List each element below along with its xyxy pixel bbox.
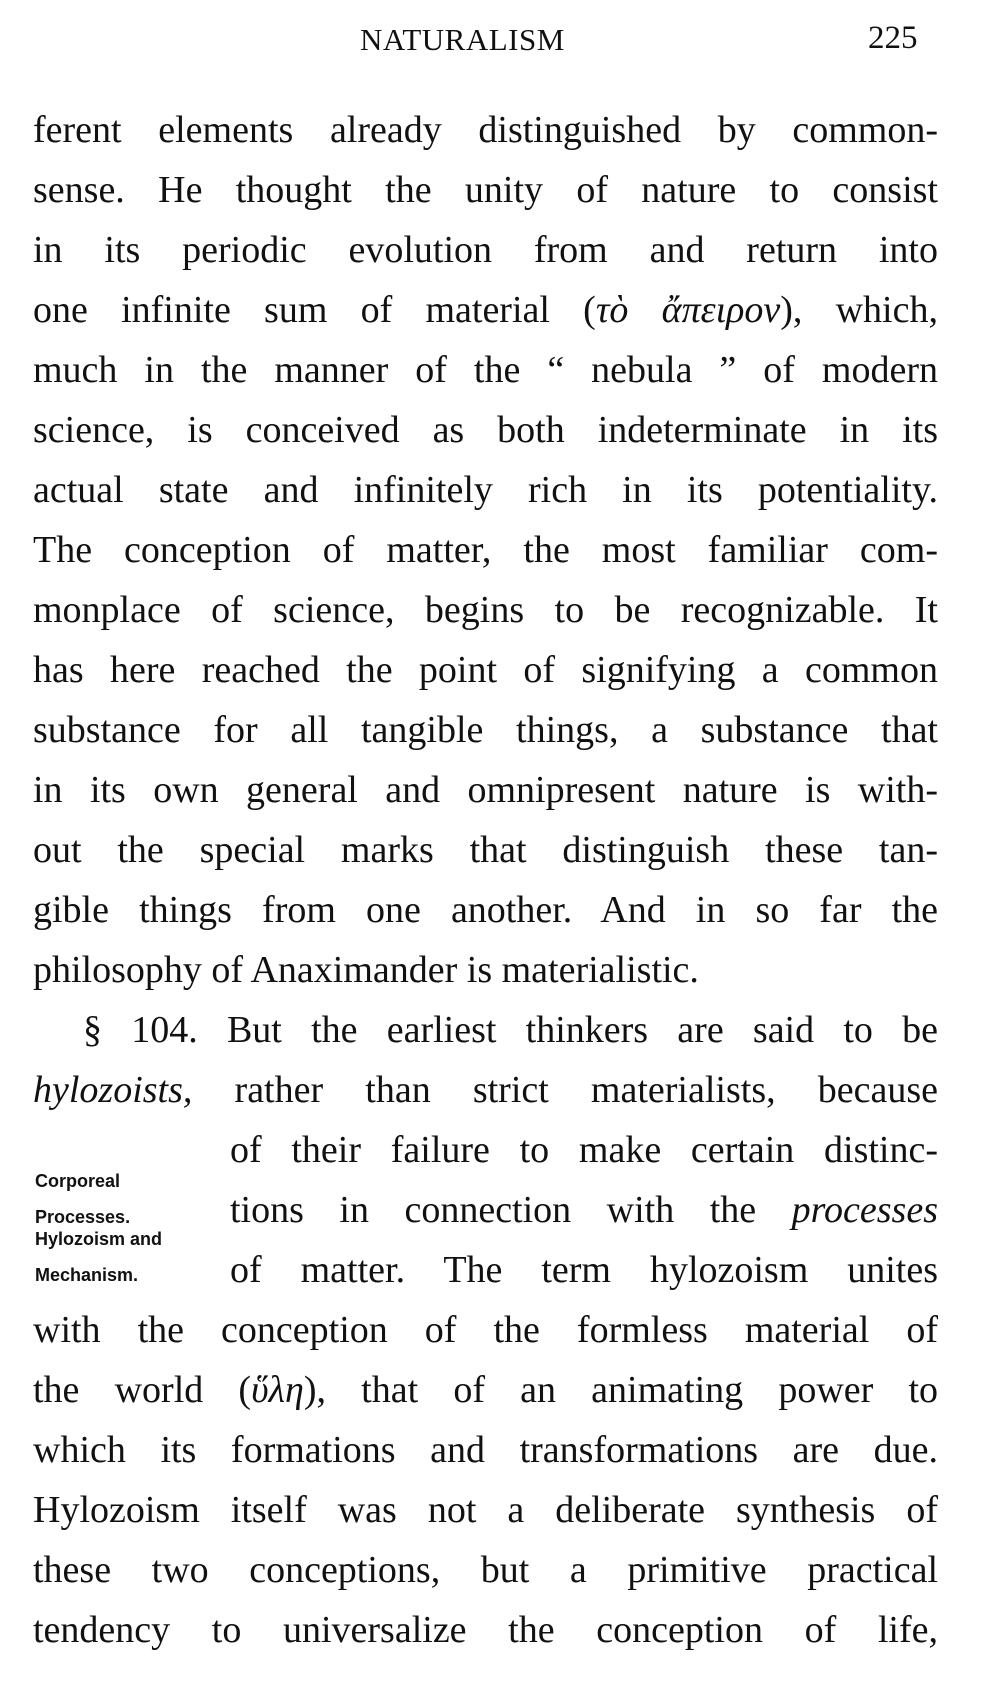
text-line: with the conception of the formless material of bbox=[33, 1309, 938, 1351]
text-line: of their failure to make certain distinc- bbox=[230, 1129, 938, 1171]
text-line: ferent elements already distinguished by common- bbox=[33, 109, 938, 151]
text-line: The conception of matter, the most familiar com- bbox=[33, 529, 938, 571]
section-heading-line: § 104. But the earliest thinkers are said to be bbox=[83, 1009, 938, 1051]
text-line: has here reached the point of signifying a common bbox=[33, 649, 938, 691]
text-line: substance for all tangible things, a substance that bbox=[33, 709, 938, 751]
text-line: gible things from one another. And in so far the bbox=[33, 889, 938, 931]
greek-phrase: τὸ ἄπειρον bbox=[595, 289, 781, 331]
margin-note-line: Hylozoism and bbox=[35, 1229, 163, 1249]
margin-note-line: Processes. bbox=[35, 1207, 131, 1227]
text-line: tions in connection with the processes bbox=[230, 1189, 938, 1231]
greek-phrase: ὕλη bbox=[251, 1369, 304, 1411]
text-line: monplace of science, begins to be recognizable. It bbox=[33, 589, 938, 631]
margin-note-line: Mechanism. bbox=[35, 1265, 139, 1285]
running-head bbox=[0, 14, 1000, 74]
text-line: philosophy of Anaximander is materialistic. bbox=[33, 949, 699, 991]
italic-term: hylozoists, bbox=[33, 1069, 193, 1111]
page-number: 225 bbox=[868, 20, 918, 56]
text-line: sense. He thought the unity of nature to consist bbox=[33, 169, 938, 211]
text-line: the world (ὕλη), that of an animating power to bbox=[33, 1369, 939, 1411]
margin-note-gap bbox=[35, 1250, 225, 1264]
text-line: one infinite sum of material (τὸ ἄπειρον), which, bbox=[33, 289, 938, 331]
text-line: hylozoists, rather than strict materialists, because bbox=[33, 1069, 938, 1111]
text-line: which its formations and transformations are due. bbox=[33, 1429, 938, 1471]
running-title: NATURALISM bbox=[360, 22, 565, 57]
margin-note bbox=[35, 1170, 225, 1286]
text-line: much in the manner of the “ nebula ” of modern bbox=[33, 349, 938, 391]
text-line: science, is conceived as both indeterminate in its bbox=[33, 409, 938, 451]
text-line: in its own general and omnipresent nature is with- bbox=[33, 769, 938, 811]
italic-term: processes bbox=[791, 1189, 938, 1231]
body-text bbox=[33, 100, 938, 1660]
text-line: Hylozoism itself was not a deliberate synthesis of bbox=[33, 1489, 938, 1531]
text-line: of matter. The term hylozoism unites bbox=[230, 1249, 938, 1291]
text-line: in its periodic evolution from and return into bbox=[33, 229, 938, 271]
text-line: these two conceptions, but a primitive practical bbox=[33, 1549, 938, 1591]
margin-note-line: Corporeal bbox=[35, 1171, 121, 1191]
text-line: actual state and infinitely rich in its potentiality. bbox=[33, 469, 938, 511]
text-line: tendency to universalize the conception of life, bbox=[33, 1609, 938, 1651]
text-line: out the special marks that distinguish these tan- bbox=[33, 829, 938, 871]
margin-note-gap bbox=[35, 1192, 225, 1206]
